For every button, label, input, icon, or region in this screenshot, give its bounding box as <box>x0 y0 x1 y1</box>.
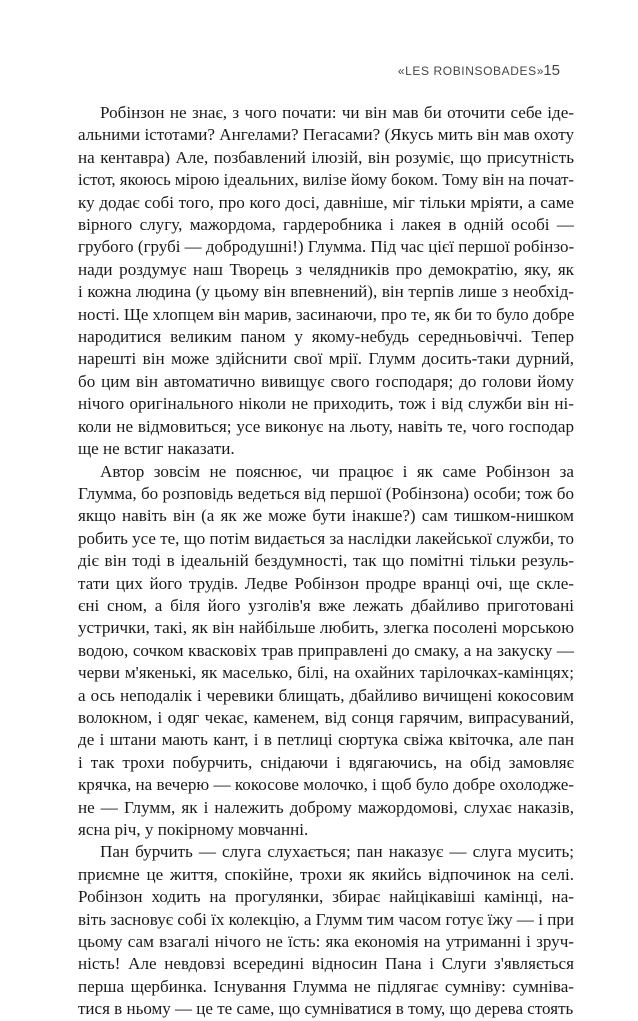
text-line: нарешті він може здійснити свої мрії. Глумм досить-таки дурний, <box>78 349 574 369</box>
text-line: Глумма, бо розповідь ведеться від першої (Робінзона) особи; тож бо <box>78 483 574 503</box>
text-line: а ось неподалік і черевики блищать, дбайливо вичищені кокосовим <box>78 685 574 705</box>
text-line: вірного слугу, мажордома, гардеробника і лакея в одній особі — <box>78 215 574 235</box>
text-line: не — Глумм, як і належить доброму мажордомові, слухає наказів, <box>78 797 574 817</box>
page-number: 15 <box>543 62 560 79</box>
paragraph <box>78 841 574 1020</box>
text-line: ку додає собі того, про кого досі, давніше, міг тільки мріяти, а саме <box>78 192 574 212</box>
text-line: устрички, такі, як він найбільше любить, злегка посолені морською <box>78 618 574 638</box>
text-line: альними істотами? Ангелами? Пегасами? (Якусь мить він мав охоту <box>78 125 574 145</box>
text-line: бо цим він автоматично вивищує свого господаря; до голови йому <box>78 371 574 391</box>
text-line: Робінзон ходить на прогулянки, збирає найцікавіші камінці, на- <box>78 887 574 907</box>
text-line: Автор зовсім не пояснює, чи працює і як саме Робінзон за <box>100 461 574 481</box>
text-line: ність! Але невдовзі всередині відносин Пана і Слуги з'являється <box>78 954 574 974</box>
text-line: водою, сочком квасковix трав приправлені до смаку, а на закуску — <box>78 640 574 660</box>
text-line: нічого оригінального ніколи не приходить, тож і від служби він ні- <box>78 394 574 414</box>
paragraph <box>78 461 574 842</box>
text-line: ясна річ, у покірному мовчанні. <box>78 820 309 839</box>
text-line: тати цих його трудів. Ледве Робінзон продре вранці очі, ще скле- <box>78 573 574 593</box>
text-line: і кожна людина (у цьому він впевнений), він терпів лише з необхід- <box>78 282 574 302</box>
text-line: Пан бурчить — слуга слухається; пан наказує — слуга мусить; <box>100 842 574 862</box>
text-line: тися в ньому — це те саме, що сумніватися в тому, що дерева стоять <box>78 999 574 1019</box>
text-line: коли не відмовиться; усе виконує на льоту, навіть те, чого господар <box>78 416 574 436</box>
text-line: робить усе те, що потім видається за наслідки лакейської служби, то <box>78 528 574 548</box>
text-line: ще не встиг наказати. <box>78 439 235 459</box>
text-line: народитися великим паном у якому-небудь середньовіччі. Тепер <box>78 327 574 347</box>
running-head: «LES ROBINSOBADES» <box>397 64 544 78</box>
text-line: приємне це життя, спокійне, трохи як якийсь відпочинок на селі. <box>78 864 574 884</box>
text-line: віть засновує собі їх колекцію, а Глумм тим часом готує їжу — і при <box>78 909 575 929</box>
text-line: черви м'якенькі, як маселько, білі, на охайних тарілочках-камінцях; <box>78 663 574 683</box>
text-line: єні сном, а біля його узголів'я вже лежать дбайливо приготовані <box>78 595 574 615</box>
paragraph <box>78 102 574 461</box>
text-line: грубого (грубі — добродушні!) Глумма. Під час цієї першої робінзо- <box>78 237 575 257</box>
text-line: крячка, на вечерю — кокосове молочко, і щоб було добре охолодже- <box>78 775 574 795</box>
text-line: на кентавра) Але, позбавлений ілюзій, він розуміє, що присутність <box>78 147 574 167</box>
text-line: якщо навіть він (а як же може бути інакше?) сам тишком-нишком <box>78 506 574 526</box>
text-line: Робінзон не знає, з чого почати: чи він мав би оточити себе іде- <box>100 103 574 122</box>
text-line: істот, якоюсь мірою ідеальних, вилізе йому боком. Тому він на почат- <box>78 170 574 190</box>
text-line: перша щербинка. Існування Глумма не підлягає сумніву: сумніва- <box>78 976 574 996</box>
body-text <box>78 102 574 1021</box>
text-line: ності. Ще хлопцем він марив, засинаючи, про те, як би то було добре <box>78 304 575 324</box>
text-line: волокном, і одяг чекає, каменем, від сонця гарячим, випрасуваний, <box>78 707 574 727</box>
text-line: де і штани мають кант, і в петлиці сюртука свіжа квіточка, але пан <box>78 730 574 750</box>
text-line: діє він тоді в ідеальній бездумності, так що помітні тільки резуль- <box>78 551 574 571</box>
text-line: цьому сам взагалі нічого не їсть: яка економія на утриманні і зруч- <box>78 932 574 952</box>
text-line: і так трохи побурчить, снідаючи і вдягаючись, на обід замовляє <box>78 752 574 772</box>
text-line: нади роздумує наш Творець з челядників про демократію, яку, як <box>78 259 574 279</box>
